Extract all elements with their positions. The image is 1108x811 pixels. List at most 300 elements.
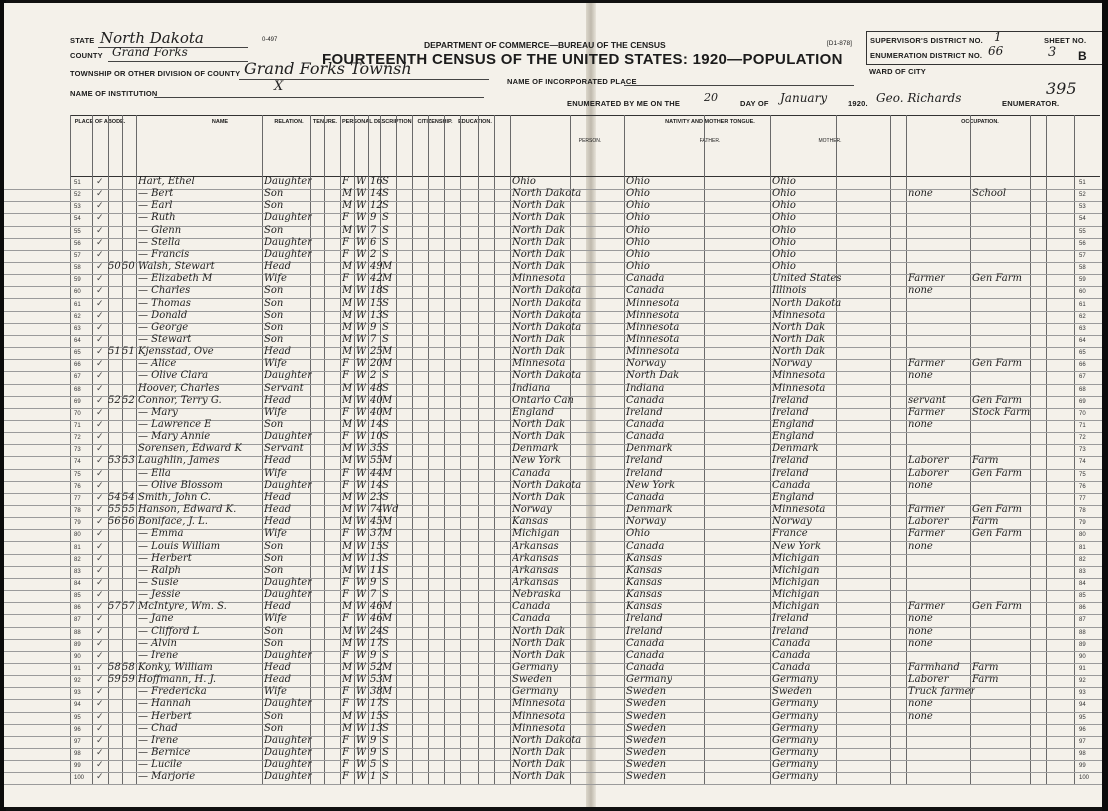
day-of-label: DAY OF <box>740 99 769 108</box>
birthplace: North Dakota <box>512 309 582 321</box>
mother-birthplace: Ohio <box>772 261 796 273</box>
line-number-right: 75 <box>1079 471 1086 478</box>
person-name: — Hannah <box>138 698 192 710</box>
sex: F <box>342 771 349 783</box>
line-number: 70 <box>74 410 81 417</box>
checkmark-icon: ✓ <box>96 286 104 297</box>
sex: F <box>342 613 349 625</box>
occupation: none <box>908 370 933 382</box>
birthplace: North Dak <box>512 747 566 759</box>
age: 12 <box>370 200 383 212</box>
dwelling-number: 50 <box>108 261 121 273</box>
line-number: 83 <box>74 568 81 575</box>
checkmark-icon: ✓ <box>96 650 104 661</box>
race: W <box>356 686 367 698</box>
occupation: Farmer <box>908 273 946 285</box>
sex: F <box>342 589 349 601</box>
mother-birthplace: Canada <box>772 637 811 649</box>
sex: M <box>342 491 353 503</box>
line-number-right: 58 <box>1079 265 1086 272</box>
age: 2 <box>370 370 377 382</box>
line-number: 82 <box>74 556 81 563</box>
line-number: 63 <box>74 325 81 332</box>
line-number-right: 89 <box>1079 641 1086 648</box>
mother-birthplace: Germany <box>772 674 819 686</box>
relation: Servant <box>264 382 304 394</box>
relation: Son <box>264 722 284 734</box>
age: 40 <box>370 394 383 406</box>
industry: Farm <box>972 674 999 686</box>
district-box <box>866 31 1102 65</box>
mother-birthplace: Ohio <box>772 176 796 187</box>
line-number-right: 51 <box>1079 180 1086 186</box>
father-birthplace: Canada <box>626 540 665 552</box>
sex: F <box>342 734 349 746</box>
mother-birthplace: Ohio <box>772 248 796 260</box>
birthplace: North Dak <box>512 346 566 358</box>
line-number: 93 <box>74 690 81 697</box>
mother-birthplace: England <box>772 419 815 430</box>
marital-status: S <box>382 382 389 394</box>
occupation: none <box>908 540 933 552</box>
relation: Head <box>264 662 292 673</box>
father-birthplace: Sweden <box>626 698 667 710</box>
age: 40 <box>370 406 383 418</box>
occupation: Laborer <box>908 516 949 528</box>
marital-status: M <box>382 686 393 698</box>
person-name: Sorensen, Edward K <box>138 443 242 455</box>
enumerated-day: 20 <box>704 91 718 104</box>
checkmark-icon: ✓ <box>96 395 104 406</box>
sheet-side: B <box>1078 49 1087 63</box>
mother-birthplace: Michigan <box>772 576 820 588</box>
father-birthplace: Norway <box>626 358 666 370</box>
race: W <box>356 540 367 552</box>
birthplace: North Dak <box>512 625 566 637</box>
line-number-right: 64 <box>1079 337 1086 344</box>
mother-birthplace: Ireland <box>772 394 809 406</box>
line-number-right: 71 <box>1079 423 1086 429</box>
relation: Daughter <box>264 649 312 661</box>
person-name: — Thomas <box>138 297 191 309</box>
relation: Head <box>264 455 292 467</box>
sex: M <box>342 516 353 528</box>
col-nativity: NATIVITY AND MOTHER TONGUE. <box>665 119 755 125</box>
relation: Son <box>264 625 284 637</box>
person-name: — Bernice <box>138 747 191 759</box>
father-birthplace: New York <box>626 479 675 491</box>
person-name: — Fredericka <box>138 686 207 698</box>
birthplace: North Dakota <box>512 734 582 746</box>
institution-label: NAME OF INSTITUTION <box>70 89 158 98</box>
family-number: 58 <box>122 662 135 673</box>
relation: Daughter <box>264 759 312 771</box>
race: W <box>356 224 367 236</box>
dwelling-number: 52 <box>108 394 121 406</box>
line-number: 84 <box>74 580 81 587</box>
relation: Daughter <box>264 589 312 601</box>
person-name: — Francis <box>138 248 190 260</box>
father-birthplace: Sweden <box>626 722 667 734</box>
relation: Daughter <box>264 747 312 759</box>
line-number: 100 <box>74 775 85 782</box>
race: W <box>356 601 367 613</box>
line-number: 61 <box>74 301 81 308</box>
mother-birthplace: England <box>772 431 815 443</box>
age: 49 <box>370 261 383 273</box>
occupation: Farmhand <box>908 662 960 673</box>
race: W <box>356 236 367 248</box>
industry: Gen Farm <box>972 504 1023 516</box>
marital-status: M <box>382 273 393 285</box>
mother-birthplace: North Dak <box>772 333 826 345</box>
father-birthplace: Canada <box>626 431 665 443</box>
race: W <box>356 358 367 370</box>
birthplace: Minnesota <box>512 710 566 722</box>
marital-status: S <box>382 431 389 443</box>
marital-status: S <box>382 212 389 224</box>
sex: F <box>342 747 349 759</box>
age: 1 <box>370 771 377 783</box>
age: 55 <box>370 455 383 467</box>
birthplace: Minnesota <box>512 698 566 710</box>
age: 38 <box>370 686 383 698</box>
checkmark-icon: ✓ <box>96 711 104 722</box>
person-name: — Chad <box>138 722 178 734</box>
person-name: — Lucile <box>138 759 183 771</box>
enumeration-value: 66 <box>988 44 1004 58</box>
line-number: 67 <box>74 374 81 381</box>
relation: Servant <box>264 443 304 455</box>
age: 7 <box>370 224 377 236</box>
birthplace: North Dak <box>512 649 566 661</box>
occupation: Laborer <box>908 455 949 467</box>
relation: Son <box>264 333 284 345</box>
marital-status: M <box>382 467 393 479</box>
line-number: 74 <box>74 459 81 466</box>
checkmark-icon: ✓ <box>96 492 104 503</box>
institution-value: X <box>274 79 284 94</box>
person-name: Boniface, J. L. <box>138 516 208 528</box>
dwelling-number: 58 <box>108 662 121 673</box>
line-number: 58 <box>74 265 81 272</box>
marital-status: M <box>382 613 393 625</box>
person-name: — Herbert <box>138 552 192 564</box>
relation: Wife <box>264 686 287 698</box>
marital-status: M <box>382 674 393 686</box>
father-birthplace: Ohio <box>626 212 650 224</box>
line-number: 87 <box>74 617 81 624</box>
line-number-right: 60 <box>1079 289 1086 296</box>
birthplace: North Dakota <box>512 321 582 333</box>
occupation: Truck farmer <box>908 686 976 698</box>
relation: Head <box>264 674 292 686</box>
age: 37 <box>370 528 383 540</box>
family-number: 50 <box>122 261 135 273</box>
birthplace: Germany <box>512 662 559 673</box>
sex: F <box>342 686 349 698</box>
relation: Wife <box>264 406 287 418</box>
mother-birthplace: Ohio <box>772 212 796 224</box>
father-birthplace: Minnesota <box>626 309 680 321</box>
line-number: 92 <box>74 678 81 685</box>
line-number: 55 <box>74 228 81 235</box>
line-number: 64 <box>74 337 81 344</box>
person-name: Kjensstad, Ove <box>138 346 214 358</box>
birthplace: North Dakota <box>512 370 582 382</box>
col-education: EDUCATION. <box>458 119 492 125</box>
relation: Son <box>264 540 284 552</box>
enumeration-label: ENUMERATION DISTRICT NO. <box>870 51 983 60</box>
dwelling-number: 56 <box>108 516 121 528</box>
marital-status: S <box>382 564 389 576</box>
mother-birthplace: Michigan <box>772 552 820 564</box>
father-birthplace: Denmark <box>626 443 673 455</box>
birthplace: North Dak <box>512 248 566 260</box>
family-number: 56 <box>122 516 135 528</box>
age: 9 <box>370 576 377 588</box>
birthplace: Canada <box>512 613 551 625</box>
marital-status: S <box>382 698 389 710</box>
birthplace: North Dak <box>512 759 566 771</box>
race: W <box>356 625 367 637</box>
person-name: — Elizabeth M <box>138 273 213 285</box>
race: W <box>356 722 367 734</box>
line-number: 96 <box>74 726 81 733</box>
line-number: 66 <box>74 362 81 369</box>
sub-mother: MOTHER. <box>818 138 842 144</box>
age: 52 <box>370 662 383 673</box>
state-label: STATE <box>70 36 95 45</box>
line-number-right: 52 <box>1079 192 1086 199</box>
person-name: — George <box>138 321 189 333</box>
age: 11 <box>370 564 383 576</box>
line-number: 71 <box>74 423 81 429</box>
person-name: — Emma <box>138 528 184 540</box>
sex: M <box>342 188 353 200</box>
race: W <box>356 504 367 516</box>
page-stamp: 395 <box>1046 79 1077 98</box>
col-citizenship: CITIZENSHIP. <box>417 119 453 125</box>
sex: M <box>342 309 353 321</box>
father-birthplace: Canada <box>626 637 665 649</box>
race: W <box>356 552 367 564</box>
relation: Daughter <box>264 176 312 187</box>
birthplace: North Dak <box>512 212 566 224</box>
birthplace: North Dak <box>512 333 566 345</box>
age: 13 <box>370 552 383 564</box>
birthplace: North Dak <box>512 419 566 430</box>
person-name: Laughlin, James <box>138 455 220 467</box>
state-value: North Dakota <box>100 29 204 47</box>
person-name: — Alvin <box>138 637 177 649</box>
race: W <box>356 649 367 661</box>
race: W <box>356 491 367 503</box>
checkmark-icon: ✓ <box>96 177 104 187</box>
race: W <box>356 321 367 333</box>
father-birthplace: Kansas <box>626 552 663 564</box>
person-name: — Clifford L <box>138 625 200 637</box>
marital-status: S <box>382 176 389 187</box>
mother-birthplace: Germany <box>772 722 819 734</box>
father-birthplace: Canada <box>626 491 665 503</box>
dwelling-number: 53 <box>108 455 121 467</box>
relation: Daughter <box>264 576 312 588</box>
person-name: — Jane <box>138 613 174 625</box>
sex: M <box>342 297 353 309</box>
father-birthplace: Norway <box>626 516 666 528</box>
line-number: 76 <box>74 483 81 490</box>
line-number: 56 <box>74 240 81 247</box>
father-birthplace: Minnesota <box>626 333 680 345</box>
family-number: 53 <box>122 455 135 467</box>
checkmark-icon: ✓ <box>96 675 104 686</box>
checkmark-icon: ✓ <box>96 420 104 430</box>
person-name: — Jessie <box>138 589 181 601</box>
birthplace: North Dakota <box>512 188 582 200</box>
checkmark-icon: ✓ <box>96 577 104 588</box>
birthplace: England <box>512 406 555 418</box>
checkmark-icon: ✓ <box>96 432 104 443</box>
checkmark-icon: ✓ <box>96 760 104 771</box>
line-number-right: 82 <box>1079 556 1086 563</box>
occupation: none <box>908 625 933 637</box>
marital-status: S <box>382 370 389 382</box>
county-label: COUNTY <box>70 51 103 60</box>
col-tenure: TENURE. <box>312 119 338 125</box>
mother-birthplace: Germany <box>772 747 819 759</box>
line-number-right: 93 <box>1079 690 1086 697</box>
relation: Wife <box>264 467 287 479</box>
dwelling-number: 51 <box>108 346 121 358</box>
person-name: Hart, Ethel <box>138 176 195 187</box>
relation: Daughter <box>264 248 312 260</box>
line-number-right: 69 <box>1079 398 1086 405</box>
relation: Son <box>264 188 284 200</box>
industry: Gen Farm <box>972 394 1023 406</box>
mother-birthplace: Michigan <box>772 589 820 601</box>
line-number-right: 98 <box>1079 751 1086 758</box>
mother-birthplace: France <box>772 528 808 540</box>
marital-status: M <box>382 261 393 273</box>
marital-status: M <box>382 528 393 540</box>
person-name: — Marjorie <box>138 771 196 783</box>
father-birthplace: Indiana <box>626 382 665 394</box>
dwelling-number: 59 <box>108 674 121 686</box>
family-number: 51 <box>122 346 135 358</box>
marital-status: M <box>382 516 393 528</box>
sex: F <box>342 212 349 224</box>
birthplace: North Dak <box>512 491 566 503</box>
marital-status: S <box>382 285 389 297</box>
line-number-right: 57 <box>1079 252 1086 259</box>
race: W <box>356 662 367 673</box>
person-name: Walsh, Stewart <box>138 261 215 273</box>
mother-birthplace: Minnesota <box>772 504 826 516</box>
checkmark-icon: ✓ <box>96 274 104 285</box>
birthplace: Arkansas <box>512 564 559 576</box>
incorporated-label: NAME OF INCORPORATED PLACE <box>507 77 637 86</box>
age: 17 <box>370 637 383 649</box>
age: 15 <box>370 297 383 309</box>
father-birthplace: Kansas <box>626 589 663 601</box>
marital-status: S <box>382 224 389 236</box>
relation: Son <box>264 297 284 309</box>
line-number-right: 62 <box>1079 313 1086 320</box>
line-number: 78 <box>74 508 81 515</box>
father-birthplace: Ohio <box>626 224 650 236</box>
person-name: — Glenn <box>138 224 182 236</box>
person-name: — Charles <box>138 285 191 297</box>
marital-status: S <box>382 734 389 746</box>
age: 9 <box>370 212 377 224</box>
race: W <box>356 455 367 467</box>
checkmark-icon: ✓ <box>96 359 104 370</box>
sex: F <box>342 248 349 260</box>
marital-status: M <box>382 662 393 673</box>
sex: F <box>342 406 349 418</box>
father-birthplace: Kansas <box>626 601 663 613</box>
age: 14 <box>370 188 383 200</box>
sex: M <box>342 564 353 576</box>
age: 18 <box>370 285 383 297</box>
marital-status: S <box>382 309 389 321</box>
line-number-right: 56 <box>1079 240 1086 247</box>
birthplace: North Dak <box>512 261 566 273</box>
father-birthplace: Germany <box>626 674 673 686</box>
marital-status: S <box>382 248 389 260</box>
father-birthplace: Ohio <box>626 248 650 260</box>
mother-birthplace: Minnesota <box>772 309 826 321</box>
sex: F <box>342 576 349 588</box>
birthplace: North Dak <box>512 224 566 236</box>
industry: Gen Farm <box>972 273 1023 285</box>
relation: Son <box>264 309 284 321</box>
checkmark-icon: ✓ <box>96 201 104 212</box>
mother-birthplace: United States <box>772 273 842 285</box>
marital-status: S <box>382 236 389 248</box>
checkmark-icon: ✓ <box>96 225 104 236</box>
race: W <box>356 273 367 285</box>
checkmark-icon: ✓ <box>96 663 104 673</box>
sex: M <box>342 443 353 455</box>
race: W <box>356 370 367 382</box>
line-number: 89 <box>74 641 81 648</box>
column-header-band <box>70 115 1100 177</box>
marital-status: S <box>382 759 389 771</box>
family-number: 59 <box>122 674 135 686</box>
father-birthplace: Ireland <box>626 455 663 467</box>
person-name: — Ralph <box>138 564 181 576</box>
age: 46 <box>370 601 383 613</box>
sex: M <box>342 346 353 358</box>
occupation: none <box>908 613 933 625</box>
person-name: — Olive Clara <box>138 370 209 382</box>
line-number-right: 77 <box>1079 495 1086 502</box>
line-number-right: 76 <box>1079 483 1086 490</box>
marital-status: M <box>382 601 393 613</box>
family-number: 52 <box>122 394 135 406</box>
line-number: 75 <box>74 471 81 478</box>
line-number: 91 <box>74 666 81 672</box>
marital-status: S <box>382 589 389 601</box>
line-number-right: 72 <box>1079 435 1086 442</box>
township-value: Grand Forks Townsh <box>244 59 412 78</box>
mother-birthplace: Germany <box>772 734 819 746</box>
age: 20 <box>370 358 383 370</box>
race: W <box>356 176 367 187</box>
marital-status: S <box>382 443 389 455</box>
